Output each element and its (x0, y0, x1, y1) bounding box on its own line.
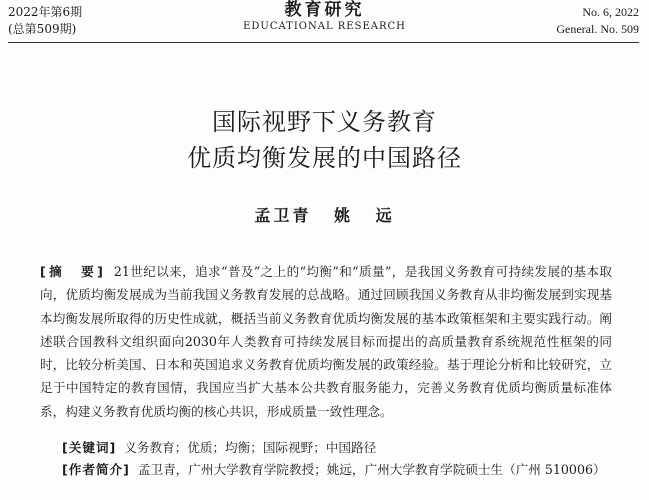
issue-line: 2022年第6期 (8, 5, 83, 19)
general-en: General. No. 509 (556, 22, 639, 36)
page-header (0, 0, 649, 44)
author-bio (40, 459, 612, 480)
issue-info-en (556, 4, 639, 38)
journal-title: 教育研究 (284, 0, 365, 20)
abstract-label: [摘 要] (40, 264, 106, 279)
header-rule (8, 42, 639, 43)
abstract (40, 260, 612, 423)
issue-en: No. 6, 2022 (582, 5, 639, 19)
serial-line: (总第509期) (8, 22, 77, 36)
keywords-text: 义务教育；优质；均衡；国际视野；中国路径 (124, 440, 377, 455)
title-line-2: 优质均衡发展的中国路径 (187, 144, 462, 172)
keywords (62, 437, 622, 459)
title-line-1: 国际视野下义务教育 (212, 108, 437, 136)
article-title (0, 104, 649, 176)
journal-masthead (0, 0, 649, 34)
journal-title-en: EDUCATIONAL RESEARCH (243, 21, 406, 32)
author-bio-label: [作者简介] (62, 462, 130, 477)
author-bio-text: 孟卫青，广州大学教育学院教授；姚远，广州大学教育学院硕士生（广州 510006） (137, 462, 606, 477)
abstract-text: 21世纪以来，追求“普及”之上的“均衡”和“质量”，是我国义务教育可持续发展的基本取向，优质均衡发展成为当前我国义务教育发展的总战略。通过回顾我国义务教育从非均衡发展到实现基本均衡发展所取得的历史性成就，概括当前义务教育优质均衡发展的基本政策框架和主要实践行动。阐述联合国教科文组织面向2030年人类教育可持续发展目标而提出的高质量教育系统规范性框架的同时，比较分析美国、日本和英国追求义务教育优质均衡发展的政策经验。基于理论分析和比较研究，立足于中国特定的教育国情，我国应当扩大基本公共教育服务能力，完善义务教育优质均衡质量标准体系，构建义务教育优质均衡的核心共识，形成质量一致性理念。 (40, 264, 612, 419)
article-authors: 孟卫青 姚 远 (254, 206, 395, 225)
keywords-label: [关键词] (62, 440, 117, 455)
